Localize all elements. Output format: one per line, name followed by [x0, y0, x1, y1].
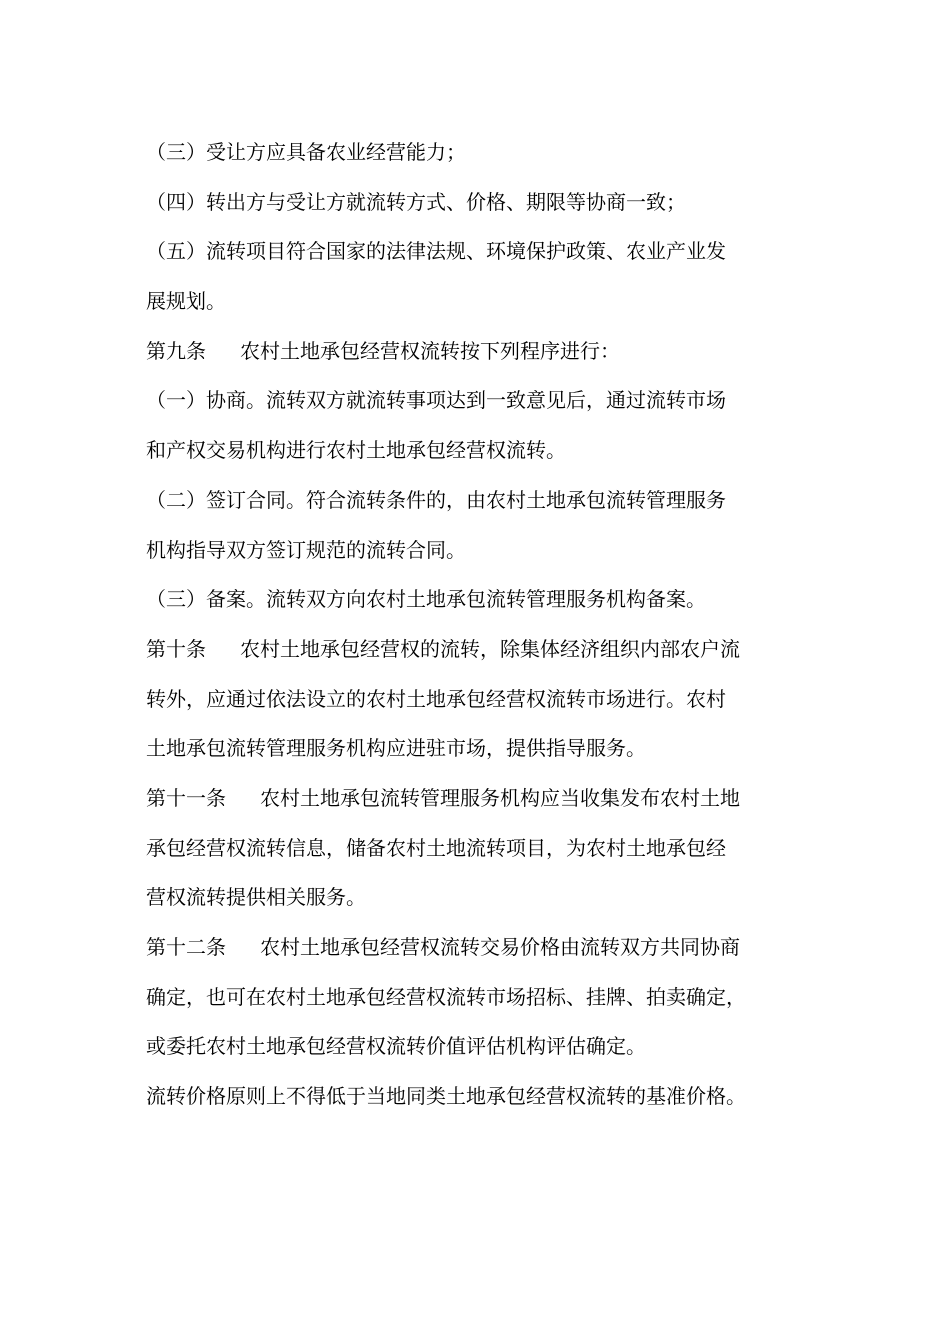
line-text: 或委托农村土地承包经营权流转价值评估机构评估确定。 [146, 1034, 646, 1059]
text-line [146, 426, 826, 476]
line-text: 承包经营权流转信息，储备农村土地流转项目，为农村土地承包经 [146, 835, 726, 860]
article-number: 第十二条 [146, 935, 226, 959]
article-number: 第九条 [146, 338, 206, 363]
line-text: 确定，也可在农村土地承包经营权流转市场招标、挂牌、拍卖确定， [146, 984, 746, 1009]
text-line [146, 476, 826, 526]
text-line [146, 178, 826, 228]
line-text: （一）协商。流转双方就流转事项达到一致意见后，通过流转市场 [146, 388, 726, 413]
text-line [146, 1072, 826, 1122]
article-number: 第十一条 [146, 785, 226, 810]
line-text: 农村土地承包经营权的流转，除集体经济组织内部农户流 [240, 636, 740, 661]
article-number: 第十条 [146, 636, 206, 661]
line-text: 农村土地承包经营权流转按下列程序进行： [240, 338, 620, 363]
line-text: 流转价格原则上不得低于当地同类土地承包经营权流转的基准价格。 [146, 1084, 746, 1109]
line-text: （三）备案。流转双方向农村土地承包流转管理服务机构备案。 [146, 587, 706, 612]
text-line [146, 675, 826, 725]
text-line [146, 575, 826, 625]
text-line [146, 376, 826, 426]
line-text: （四）转出方与受让方就流转方式、价格、期限等协商一致； [146, 189, 686, 214]
line-text: 农村土地承包经营权流转交易价格由流转双方共同协商 [260, 935, 740, 959]
line-text: 营权流转提供相关服务。 [146, 885, 366, 910]
text-line [146, 277, 826, 327]
text-line [146, 227, 826, 277]
text-line [146, 973, 826, 1023]
article-line [146, 625, 826, 675]
article-line [146, 774, 826, 824]
text-line [146, 724, 826, 774]
article-line [146, 327, 826, 377]
line-text: 农村土地承包流转管理服务机构应当收集发布农村土地 [260, 785, 740, 810]
line-text: 土地承包流转管理服务机构应进驻市场，提供指导服务。 [146, 736, 646, 761]
text-line [146, 824, 826, 874]
line-text: 和产权交易机构进行农村土地承包经营权流转。 [146, 438, 566, 463]
text-line [146, 128, 826, 178]
line-text: （三）受让方应具备农业经营能力； [146, 140, 466, 164]
line-text: 展规划。 [146, 289, 226, 314]
text-line [146, 526, 826, 576]
article-line [146, 923, 826, 973]
line-text: （五）流转项目符合国家的法律法规、环境保护政策、农业产业发 [146, 239, 726, 264]
text-line [146, 1022, 826, 1072]
text-line [146, 873, 826, 923]
line-text: （二）签订合同。符合流转条件的，由农村土地承包流转管理服务 [146, 487, 726, 512]
document-body [146, 128, 826, 1122]
line-text: 机构指导双方签订规范的流转合同。 [146, 537, 466, 562]
line-text: 转外，应通过依法设立的农村土地承包经营权流转市场进行。农村 [146, 686, 726, 711]
